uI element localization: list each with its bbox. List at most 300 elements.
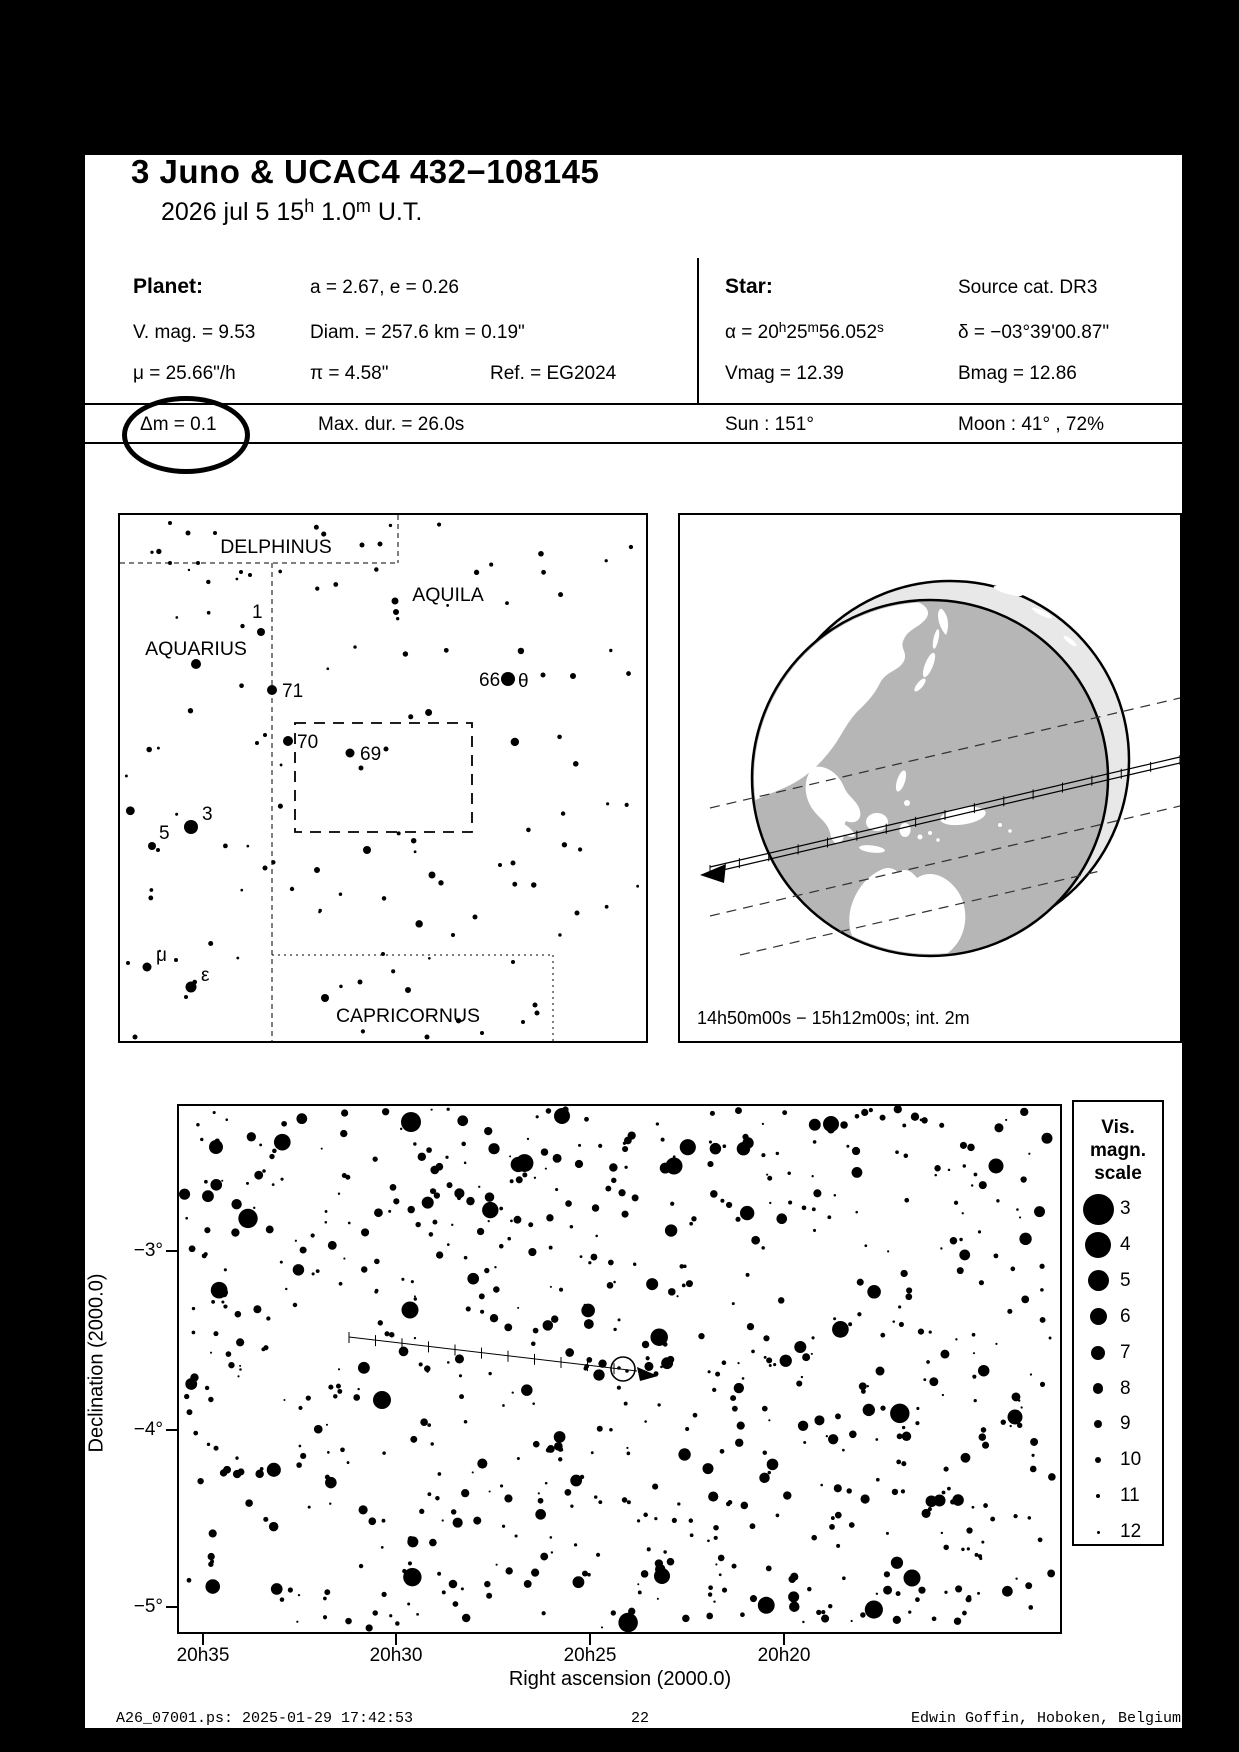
named-star-dot xyxy=(267,685,277,695)
star-dot xyxy=(611,1178,616,1183)
star-dot xyxy=(598,1144,602,1148)
star-dot xyxy=(944,1467,949,1472)
star-dot xyxy=(348,1222,351,1225)
star-dot xyxy=(226,1351,232,1357)
table-rule-upper xyxy=(85,403,1182,405)
star-dot xyxy=(979,1181,987,1189)
star-dot xyxy=(865,1600,883,1618)
star-dot xyxy=(536,1115,539,1118)
star-dot xyxy=(415,920,422,927)
star-dot xyxy=(972,1333,976,1337)
star-dot xyxy=(766,1565,772,1571)
star-dot xyxy=(504,1323,512,1331)
star-dot xyxy=(655,1564,665,1574)
star-dot xyxy=(601,1626,603,1628)
star-dot xyxy=(204,1180,208,1184)
star-dot xyxy=(461,1489,469,1497)
star-dot xyxy=(667,1356,674,1363)
star-dot xyxy=(499,1244,504,1249)
star-dot xyxy=(884,1571,890,1577)
footer-page-number: 22 xyxy=(630,1710,650,1727)
star-dot xyxy=(353,1394,360,1401)
star-dot xyxy=(561,811,565,815)
legend-magnitude-dot xyxy=(1097,1531,1100,1534)
star-field-chart xyxy=(179,1106,1060,1632)
star-dot xyxy=(846,1145,849,1148)
star-dot xyxy=(445,1156,448,1159)
star-dot xyxy=(961,1548,964,1551)
star-dot xyxy=(646,1356,650,1360)
star-dot xyxy=(223,1466,231,1474)
star-dot xyxy=(570,673,576,679)
star-dot xyxy=(312,1272,315,1275)
star-dot xyxy=(626,671,631,676)
star-dot xyxy=(672,1518,677,1523)
star-dot xyxy=(488,1220,490,1222)
star-dot xyxy=(406,1118,416,1128)
star-dot xyxy=(972,1375,976,1379)
star-dot xyxy=(210,1179,222,1191)
footer-filename: A26_07001.ps: 2025-01-29 17:42:53 xyxy=(116,1710,414,1727)
star-dot xyxy=(296,1462,302,1468)
star-dot xyxy=(813,1140,817,1144)
planet-diameter: Diam. = 257.6 km = 0.19" xyxy=(310,322,525,343)
star-dot xyxy=(893,1616,901,1624)
star-dot xyxy=(240,624,244,628)
star-dot xyxy=(796,1381,802,1387)
star-dot xyxy=(570,1504,573,1507)
star-designation: 69 xyxy=(360,744,382,765)
star-dot xyxy=(422,1197,434,1209)
star-designation: 70 xyxy=(297,732,319,753)
star-dot xyxy=(718,1555,725,1562)
star-dot xyxy=(821,1615,829,1623)
star-dot xyxy=(788,1591,799,1602)
star-dot xyxy=(272,1183,275,1186)
star-dot xyxy=(390,1184,397,1191)
star-dot xyxy=(328,1385,333,1390)
star-dot xyxy=(609,649,612,652)
star-dot xyxy=(531,882,536,887)
star-dot xyxy=(698,1333,704,1339)
star-dot xyxy=(661,1138,665,1142)
star-dot xyxy=(798,1421,808,1431)
star-dot xyxy=(374,1259,380,1265)
star-dot xyxy=(558,933,561,936)
star-dot xyxy=(598,1500,602,1504)
star-dot xyxy=(239,1365,241,1367)
star-dot xyxy=(432,1220,437,1225)
star-dot xyxy=(553,1154,562,1163)
constellation-label: CAPRICORNUS xyxy=(335,1005,481,1027)
star-dot xyxy=(981,1541,984,1544)
star-dot xyxy=(896,1459,901,1464)
star-dot xyxy=(389,1614,392,1617)
star-dot xyxy=(484,1127,492,1135)
star-dot xyxy=(644,1420,647,1423)
star-dot xyxy=(916,1407,919,1410)
star-dot xyxy=(636,885,639,888)
star-dot xyxy=(1012,1392,1021,1401)
star-dot xyxy=(405,987,411,993)
ra-part: 25 xyxy=(786,322,808,343)
named-star-dot xyxy=(283,736,293,746)
star-dot xyxy=(213,531,217,535)
star-dot xyxy=(278,570,282,574)
star-dot xyxy=(533,1441,540,1448)
star-dot xyxy=(428,957,431,960)
star-dot xyxy=(326,667,329,670)
legend-magnitude-value: 12 xyxy=(1120,1521,1142,1543)
star-dot xyxy=(239,570,243,574)
star-dot xyxy=(726,1502,731,1507)
star-dot xyxy=(994,1253,999,1258)
star-dot xyxy=(766,1174,768,1176)
star-dot xyxy=(948,1169,951,1172)
star-dec: δ = −03°39'00.87" xyxy=(958,322,1110,343)
star-dot xyxy=(358,1362,370,1374)
star-dot xyxy=(809,1119,821,1131)
star-dot xyxy=(359,766,364,771)
star-dot xyxy=(960,1142,967,1149)
star-dot xyxy=(168,521,172,525)
star-dot xyxy=(133,1035,138,1040)
star-dot xyxy=(707,1539,710,1542)
y-tick-label: −5° xyxy=(133,1596,163,1617)
star-dot xyxy=(876,1367,885,1376)
star-dot xyxy=(271,860,275,864)
star-dot xyxy=(384,1331,389,1336)
star-dot xyxy=(1034,1206,1045,1217)
star-dot xyxy=(205,1579,220,1594)
star-dot xyxy=(1017,1423,1022,1428)
star-dot xyxy=(1009,1425,1011,1427)
star-dot xyxy=(708,1370,711,1373)
star-dot xyxy=(400,1128,402,1130)
star-dot xyxy=(915,1421,919,1425)
star-dot xyxy=(907,1574,910,1577)
star-dot xyxy=(338,1193,340,1195)
star-designation: 5 xyxy=(159,823,170,844)
star-dot xyxy=(954,1201,958,1205)
star-dot xyxy=(374,1398,378,1402)
star-dot xyxy=(540,1553,548,1561)
star-dot xyxy=(272,1149,277,1154)
minute-sup: m xyxy=(355,195,371,216)
star-dot xyxy=(191,659,201,669)
star-dot xyxy=(231,1228,239,1236)
star-dot xyxy=(720,1199,724,1203)
star-dot xyxy=(360,543,365,548)
star-dot xyxy=(408,714,413,719)
star-dot xyxy=(892,1489,898,1495)
new-zealand xyxy=(1024,933,1039,956)
star-dot xyxy=(361,1029,365,1033)
star-dot xyxy=(528,1248,536,1256)
star-dot xyxy=(626,1447,628,1449)
star-dot xyxy=(883,1586,892,1595)
star-dot xyxy=(715,1372,720,1377)
legend-magnitude-dot xyxy=(1096,1494,1101,1499)
star-dot xyxy=(359,1505,368,1514)
star-dot xyxy=(735,1217,740,1222)
constellation-label: AQUARIUS xyxy=(145,638,247,660)
star-dot xyxy=(283,1399,285,1401)
star-dot xyxy=(761,1246,765,1250)
star-dot xyxy=(617,1386,621,1390)
star-dot xyxy=(205,1386,209,1390)
star-dot xyxy=(403,651,408,656)
star-dot xyxy=(732,1564,737,1569)
bright-star xyxy=(1008,1410,1023,1425)
star-dot xyxy=(685,1427,689,1431)
star-dot xyxy=(146,747,152,753)
star-dot xyxy=(1019,1233,1031,1245)
star-dot xyxy=(1038,1537,1043,1542)
star-dot xyxy=(922,1509,931,1518)
star-dot xyxy=(611,1610,616,1615)
star-dot xyxy=(943,1545,948,1550)
star-dot xyxy=(262,1169,266,1173)
star-dot xyxy=(389,1332,394,1337)
star-dot xyxy=(722,1588,727,1593)
star-dot xyxy=(776,1152,779,1155)
legend-magnitude-value: 6 xyxy=(1120,1305,1131,1327)
star-dot xyxy=(939,1123,944,1128)
star-dot xyxy=(451,933,455,937)
star-dot xyxy=(657,1403,660,1406)
y-axis-label: Declination (2000.0) xyxy=(85,1273,108,1453)
earth-globe-map xyxy=(680,515,1180,1041)
star-dot xyxy=(646,1278,658,1290)
field-outline-rect xyxy=(295,723,472,832)
star-dot xyxy=(582,1571,588,1577)
star-dot xyxy=(474,570,479,575)
star-dot xyxy=(509,1155,511,1157)
star-dot xyxy=(345,1618,352,1625)
star-dot xyxy=(629,545,633,549)
star-dot xyxy=(340,1130,347,1137)
star-dot xyxy=(484,1268,489,1273)
star-dot xyxy=(710,1143,721,1154)
track-time-caption: 14h50m00s − 15h12m00s; int. 2m xyxy=(697,1008,970,1028)
star-dot xyxy=(381,1592,386,1597)
star-dot xyxy=(477,1458,487,1468)
star-dot xyxy=(857,1312,861,1316)
star-dot xyxy=(975,1553,979,1557)
star-dot xyxy=(899,1322,904,1327)
ra-h-sup: h xyxy=(778,319,787,335)
star-dot xyxy=(211,1300,215,1304)
star-dot xyxy=(197,1478,203,1484)
star-dot xyxy=(451,1224,453,1226)
planet-motion: μ = 25.66"/h xyxy=(133,363,236,384)
star-dot xyxy=(570,1225,573,1228)
star-dot xyxy=(1001,1419,1006,1424)
star-dot xyxy=(455,1354,464,1363)
star-dot xyxy=(253,1207,255,1209)
star-dot xyxy=(831,1516,835,1520)
star-dot xyxy=(221,1300,224,1303)
star-dot xyxy=(1048,1473,1056,1481)
legend-magnitude-dot xyxy=(1085,1232,1111,1258)
star-dot xyxy=(647,1547,651,1551)
star-dot xyxy=(393,609,399,615)
star-dot xyxy=(266,1316,270,1320)
y-tick-mark xyxy=(166,1429,177,1431)
star-dot xyxy=(184,1394,189,1399)
star-dot xyxy=(811,1336,814,1339)
star-dot xyxy=(713,1525,719,1531)
star-dot xyxy=(876,1478,880,1482)
star-dot xyxy=(207,611,211,615)
star-dot xyxy=(966,1527,972,1533)
star-dot xyxy=(549,1246,553,1250)
star-dot xyxy=(413,1142,416,1145)
star-dot xyxy=(399,1347,409,1357)
star-dot xyxy=(238,1209,257,1228)
star-dot xyxy=(787,1172,790,1175)
star-dot xyxy=(628,1608,635,1615)
star-dot xyxy=(269,1154,274,1159)
star-dot xyxy=(315,587,319,591)
ra-part: 56.052 xyxy=(818,322,878,343)
star-dot xyxy=(323,1597,327,1601)
star-dot xyxy=(329,1503,331,1505)
star-dot xyxy=(489,1490,491,1492)
star-dot xyxy=(983,1503,988,1508)
legend-magnitude-dot xyxy=(1090,1308,1107,1325)
star-dot xyxy=(125,775,128,778)
star-dot xyxy=(776,1514,780,1518)
star-dot xyxy=(740,1206,754,1220)
star-dot xyxy=(521,1020,525,1024)
star-dot xyxy=(632,1194,639,1201)
star-dot xyxy=(467,1273,479,1285)
star-dot xyxy=(246,845,249,848)
star-dot xyxy=(447,1108,450,1111)
dm-highlight-ellipse xyxy=(122,396,250,474)
star-dot xyxy=(606,802,609,805)
star-dot xyxy=(732,1406,738,1412)
star-dot xyxy=(558,592,563,597)
star-dot xyxy=(493,1286,500,1293)
star-dot xyxy=(826,1435,828,1437)
star-dot xyxy=(1005,1119,1007,1121)
star-dot xyxy=(427,1492,431,1496)
star-dot xyxy=(759,1473,769,1483)
star-dot xyxy=(414,1295,416,1297)
star-dot xyxy=(834,1194,837,1197)
star-dot xyxy=(677,1502,680,1505)
star-dot xyxy=(814,1415,824,1425)
x-tick-mark xyxy=(783,1634,785,1645)
star-dot xyxy=(336,1384,341,1389)
star-dot xyxy=(516,1154,534,1172)
star-dot xyxy=(447,1243,450,1246)
star-dot xyxy=(321,994,329,1002)
star-dot xyxy=(578,847,582,851)
x-axis-label: Right ascension (2000.0) xyxy=(508,1668,732,1690)
star-dot xyxy=(941,1532,943,1534)
legend-magnitude-dot xyxy=(1094,1420,1102,1428)
star-dot xyxy=(832,1321,849,1338)
star-dot xyxy=(500,1484,503,1487)
star-dot xyxy=(894,1106,902,1113)
star-dot xyxy=(314,525,319,530)
star-dot xyxy=(861,1109,868,1116)
star-dot xyxy=(954,1617,961,1624)
star-dot xyxy=(361,1266,367,1272)
star-dot xyxy=(890,1404,909,1423)
star-dot xyxy=(384,747,389,752)
star-dot xyxy=(316,1269,320,1273)
star-dot xyxy=(833,1317,836,1320)
star-dot xyxy=(689,1518,693,1522)
star-dot xyxy=(763,1450,767,1454)
star-dot xyxy=(1016,1208,1019,1211)
star-dot xyxy=(447,1182,453,1188)
star-dot xyxy=(967,1595,972,1600)
star-dot xyxy=(185,1378,197,1390)
star-dot xyxy=(254,1171,263,1180)
star-designation: 1 xyxy=(252,602,263,623)
star-dot xyxy=(708,1491,718,1501)
hour-sup: h xyxy=(304,195,315,216)
star-dot xyxy=(543,1320,554,1331)
legend-magnitude-dot xyxy=(1095,1457,1101,1463)
star-dot xyxy=(906,1287,912,1293)
star-dot xyxy=(238,1468,245,1475)
star-designation: 71 xyxy=(282,681,304,702)
star-dot xyxy=(591,1451,594,1454)
star-dot xyxy=(652,1484,658,1490)
finder-chart xyxy=(120,515,646,1041)
star-dot xyxy=(747,1323,754,1330)
star-dot xyxy=(624,1402,628,1406)
star-dot xyxy=(484,1581,490,1587)
star-dot xyxy=(971,1184,973,1186)
table-divider xyxy=(697,258,699,404)
star-dot xyxy=(926,1360,930,1364)
star-dot xyxy=(657,1598,659,1600)
star-dot xyxy=(1041,1133,1052,1144)
star-dot xyxy=(207,1443,210,1446)
star-dot xyxy=(187,1578,192,1583)
legend-magnitude-dot xyxy=(1093,1383,1104,1394)
star-dot xyxy=(196,1123,200,1127)
star-dot xyxy=(489,563,493,567)
legend-magnitude-value: 3 xyxy=(1120,1198,1131,1219)
star-dot xyxy=(915,1597,920,1602)
star-dot xyxy=(515,1534,518,1537)
star-dot xyxy=(210,1352,212,1354)
star-dot xyxy=(510,1220,513,1223)
star-designation: 66 xyxy=(479,670,501,691)
star-dot xyxy=(179,1189,190,1200)
named-star-dot xyxy=(541,673,546,678)
star-dot xyxy=(278,804,283,809)
star-dot xyxy=(961,1453,971,1463)
star-dot xyxy=(410,1436,417,1443)
star-dot xyxy=(978,1365,989,1376)
star-designation: θ xyxy=(518,671,529,692)
star-dot xyxy=(517,1457,520,1460)
star-dot xyxy=(245,1499,253,1507)
star-dot xyxy=(952,1494,964,1506)
star-dot xyxy=(239,683,244,688)
star-dot xyxy=(239,1368,242,1371)
